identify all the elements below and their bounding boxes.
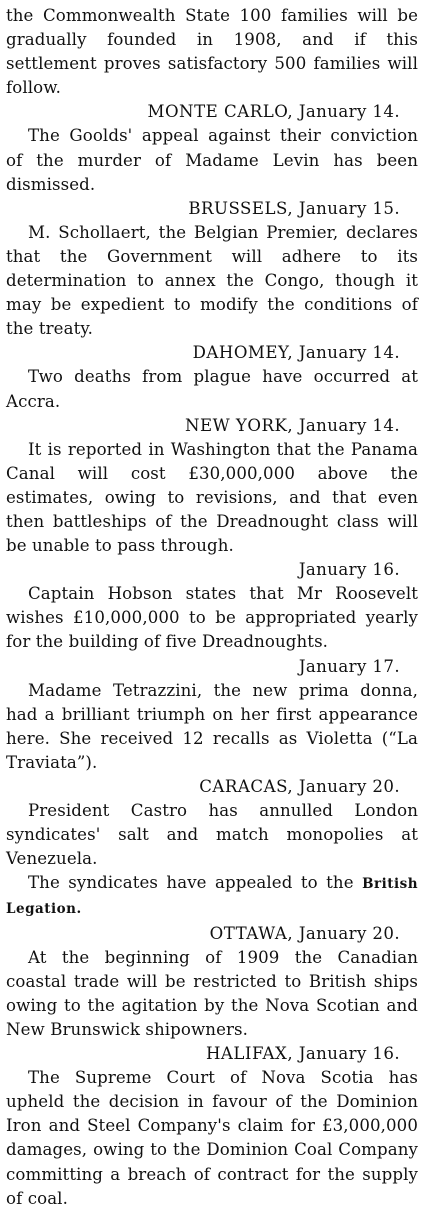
dateline-new-york [6, 414, 418, 438]
dateline-place: NEW YORK, [184, 415, 294, 435]
dateline-place: OTTAWA, [209, 923, 294, 943]
paragraph-nova-scotia-court: The Supreme Court of Nova Scotia has upheld the decision in favour of the Dominion Iron and Steel Company's claim for £3,000,000 damages, owing to the Dominion Coal Company committing a breach of contract for the supply of coal. [6, 1068, 418, 1208]
paragraph-commonwealth-settlement: the Commonwealth State 100 families will be gradually founded in 1908, and if this settlement proves satisfactory 500 families will follow. [6, 6, 418, 98]
dateline-ottawa [6, 922, 418, 946]
dateline-place: CARACAS, [199, 777, 294, 796]
dateline-halifax [6, 1042, 418, 1066]
paragraph-canadian-coastal-trade: At the beginning of 1909 the Canadian coastal trade will be restricted to British ships owing to the agitation by the Nova Scotian and New Brunswick shipowners. [6, 947, 418, 1039]
dateline-place: DAHOMEY, [192, 343, 294, 363]
paragraph-goold-appeal: The Goolds' appeal against their conviction of the murder of Madame Levin has been dismissed. [6, 126, 418, 194]
dateline-monte-carlo [6, 100, 418, 124]
dateline-dahomey [6, 341, 418, 365]
dateline-place: BRUSSELS, [188, 198, 294, 218]
syndicates-appeal-text: The syndicates have appealed to the [28, 873, 354, 893]
paragraph-congo-annexation: M. Schollaert, the Belgian Premier, declares that the Government will adhere to its determination to annex the Congo, though it may be expedient to modify the conditions of the treaty. [6, 222, 418, 339]
british-legation-text: British Legation. [6, 876, 419, 918]
dateline-date: January 17. [298, 656, 400, 676]
dateline-date: January 20. [298, 777, 400, 796]
dateline-january-17 [6, 655, 418, 679]
paragraph-panama-canal: It is reported in Washington that the Panama Canal will cost £30,000,000 above the estimates, owing to revisions, and that even then battleships of the Dreadnought class will be unable to pass through. [6, 439, 418, 556]
dateline-january-16 [6, 558, 418, 582]
dateline-date: January 14. [298, 102, 400, 122]
dateline-place: HALIFAX, [205, 1044, 294, 1064]
dateline-brussels [6, 197, 418, 221]
paragraph-hobson-dreadnoughts: Captain Hobson states that Mr Roosevelt wishes £10,000,000 to be appropriated yearly for the building of five Dreadnoughts. [6, 584, 418, 652]
dateline-date: January 20. [298, 923, 400, 943]
paragraph-syndicates-appeal [6, 871, 418, 921]
dateline-date: January 14. [298, 415, 400, 435]
paragraph-plague-accra: Two deaths from plague have occurred at Accra. [6, 367, 418, 411]
dateline-date: January 16. [298, 560, 400, 580]
paragraph-castro-monopolies: President Castro has annulled London syndicates' salt and match monopolies at Venezuela. [6, 801, 418, 869]
dateline-date: January 15. [298, 198, 400, 218]
dateline-date: January 14. [298, 343, 400, 363]
dateline-date: January 16. [298, 1044, 400, 1064]
dateline-caracas [6, 775, 418, 799]
paragraph-tetrazzini: Madame Tetrazzini, the new prima donna, had a brilliant triumph on her first appearance here. She received 12 recalls as Violetta (“La Traviata”). [6, 680, 418, 772]
news-column [6, 4, 418, 1211]
dateline-place: MONTE CARLO, [147, 102, 294, 122]
